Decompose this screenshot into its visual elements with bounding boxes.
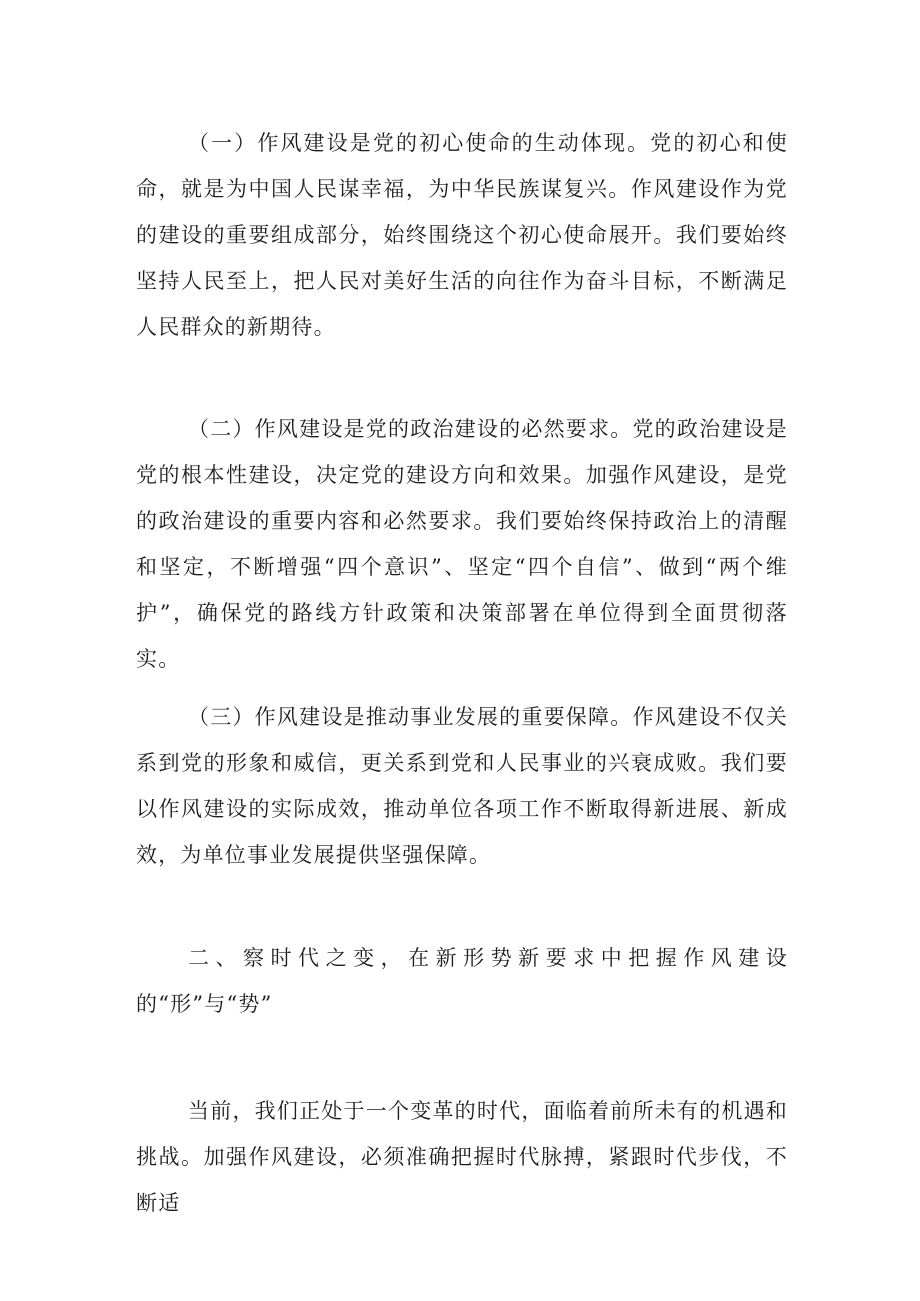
paragraph-section-1: （一）作风建设是党的初心使命的生动体现。党的初心和使命，就是为中国人民谋幸福，为中华民族谋复兴。作风建设作为党的建设的重要组成部分，始终围绕这个初心使命展开。我们要始终坚持人民至上，把人民对美好生活的向往作为奋斗目标，不断满足人民群众的新期待。 — [136, 131, 788, 339]
paragraph-section-2: （二）作风建设是党的政治建设的必然要求。党的政治建设是党的根本性建设，决定党的建设方向和效果。加强作风建设，是党的政治建设的重要内容和必然要求。我们要始终保持政治上的清醒和坚定，不断增强“四个意识”、坚定“四个自信”、做到“两个维护”，确保党的路线方针政策和决策部署在单位得到全面贯彻落实。 — [136, 417, 788, 671]
section-heading-2: 二、察时代之变，在新形势新要求中把握作风建设的“形”与“势” — [136, 946, 788, 1016]
paragraph-intro-2: 当前，我们正处于一个变革的时代，面临着前所未有的机遇和挑战。加强作风建设，必须准确把握时代脉搏，紧跟时代步伐，不断适 — [136, 1099, 788, 1215]
paragraph-section-3: （三）作风建设是推动事业发展的重要保障。作风建设不仅关系到党的形象和威信，更关系到党和人民事业的兴衰成败。我们要以作风建设的实际成效，推动单位各项工作不断取得新进展、新成效，为单位事业发展提供坚强保障。 — [136, 705, 788, 867]
